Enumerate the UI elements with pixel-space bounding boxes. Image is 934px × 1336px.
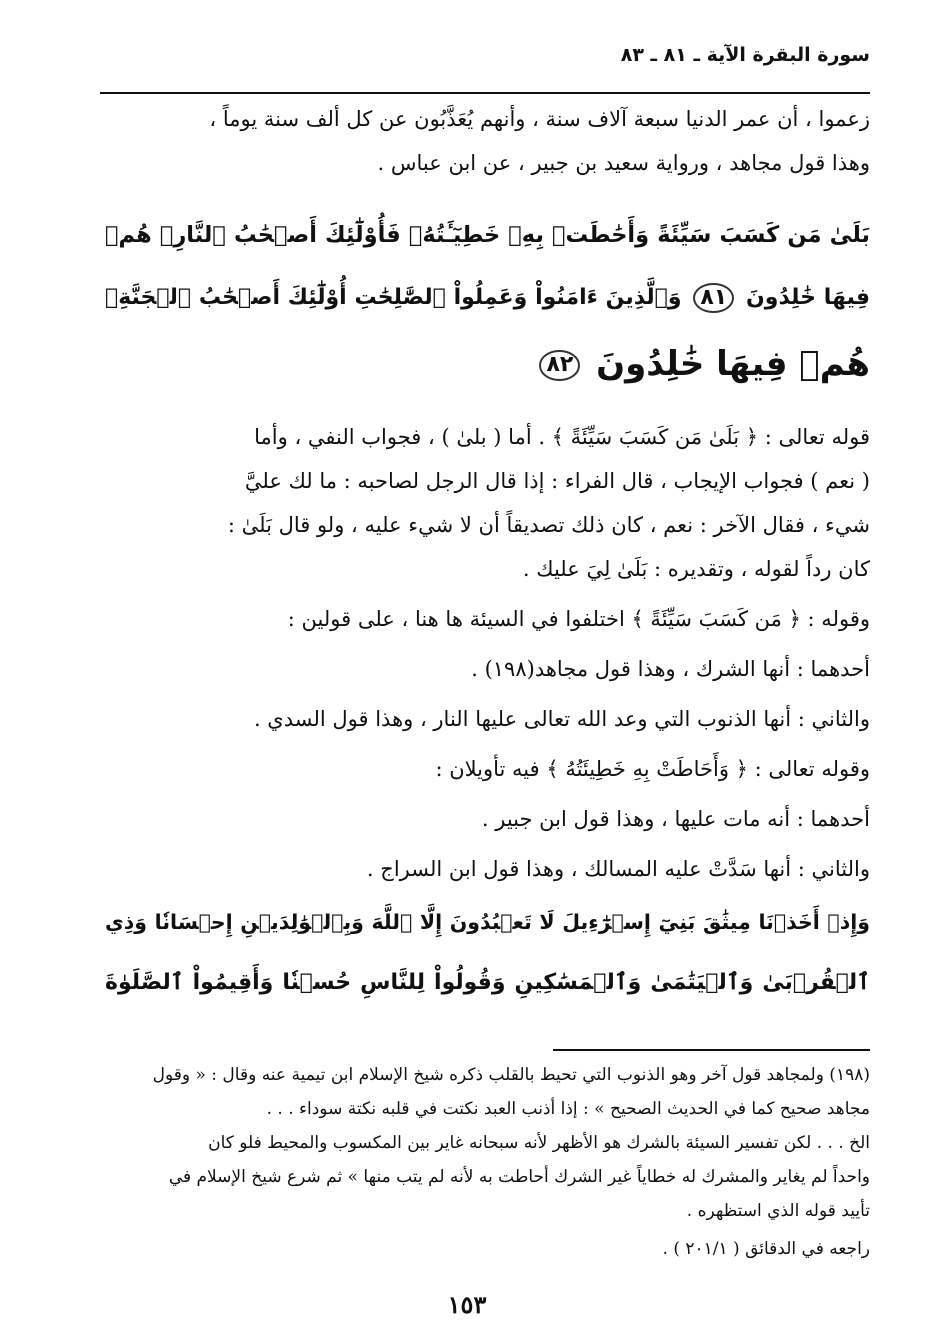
running-header: سورة البقرة الآية ـ ٨١ ـ ٨٣ xyxy=(620,44,870,66)
verse-83-line-1: وَإِذۡ أَخَذۡنَا مِيثَٰقَ بَنِيٓ إِسۡرَٰٓءِيلَ لَا تَعۡبُدُونَ إِلَّا ٱللَّهَ وَبِٱلۡوَٰلِدَيۡنِ إِحۡسَانٗا وَذِي xyxy=(105,910,870,934)
verse-82-start: وَٱلَّذِينَ ءَامَنُواْ وَعَمِلُواْ ٱلصَّٰلِحَٰتِ أُوْلَٰٓئِكَ أَصۡحَٰبُ ٱلۡجَنَّةِۖ xyxy=(105,285,682,311)
commentary-line-2: ( نعم ) فجواب الإيجاب ، قال الفراء : إذا قال الرجل لصاحبه : ما لك عليَّ xyxy=(244,469,870,493)
commentary-line-9: أحدهما : أنه مات عليها ، وهذا قول ابن جبير . xyxy=(481,807,870,831)
verse-83-line-2: ٱلۡقُرۡبَىٰ وَٱلۡيَتَٰمَىٰ وَٱلۡمَسَٰكِينِ وَقُولُواْ لِلنَّاسِ حُسۡنٗا وَأَقِيمُواْ ٱلصَّلَوٰةَ xyxy=(105,970,870,995)
verse-81-end: فِيهَا خَٰلِدُونَ xyxy=(746,285,870,311)
intro-line-2: وهذا قول مجاهد ، ورواية سعيد بن جبير ، عن ابن عباس . xyxy=(377,151,870,175)
footnote-line-1: (١٩٨) ولمجاهد قول آخر وهو الذنوب التي تحيط بالقلب ذكره شيخ الإسلام ابن تيمية عنه وقال : « وقول xyxy=(152,1065,870,1085)
header-divider xyxy=(100,92,870,94)
footnote-line-3: الخ . . . لكن تفسير السيئة بالشرك هو الأظهر لأنه سبحانه غاير بين المكسوب والمحيط فلو كان xyxy=(208,1133,870,1153)
footnote-line-5: تأييد قوله الذي استظهره . xyxy=(686,1201,870,1221)
footnote-line-6: راجعه في الدقائق ( ٢٠١/١ ) . xyxy=(662,1239,870,1259)
footnote-line-4: واحداً لم يغاير والمشرك له خطاياً غير الشرك أحاطت به لأنه لم يتب منها » ثم شرع شيخ الإسلام في xyxy=(168,1167,870,1187)
ayah-number-82: ٨٢ xyxy=(539,350,580,380)
footnote-divider xyxy=(553,1049,870,1051)
commentary-line-3: شيء ، فقال الآخر : نعم ، كان ذلك تصديقاً أن لا شيء عليه ، ولو قال بَلَىٰ : xyxy=(227,513,870,537)
commentary-line-10: والثاني : أنها سَدَّتْ عليه المسالك ، وهذا قول ابن السراج . xyxy=(366,857,870,881)
verse-81-line-1: بَلَىٰ مَن كَسَبَ سَيِّئَةً وَأَحَٰطَتۡ بِهِۦ خَطِيٓـَٔتُهُۥ فَأُوْلَٰٓئِكَ أَصۡحَٰبُ ٱلنَّارِۖ هُمۡ xyxy=(105,222,870,248)
verse-82-line-3 xyxy=(105,344,870,385)
verse-82-end: هُمۡ فِيهَا خَٰلِدُونَ xyxy=(596,344,870,384)
commentary-line-8: وقوله تعالى : ﴿ وَأَحَاطَتْ بِهِ خَطِيئَتُهُ ﴾ فيه تأويلان : xyxy=(435,757,870,781)
intro-line-1: زعموا ، أن عمر الدنيا سبعة آلاف سنة ، وأنهم يُعَذَّبُون عن كل ألف سنة يوماً ، xyxy=(209,107,870,131)
commentary-line-5: وقوله : ﴿ مَن كَسَبَ سَيِّئَةً ﴾ اختلفوا في السيئة ها هنا ، على قولين : xyxy=(287,607,870,631)
commentary-line-1: قوله تعالى : ﴿ بَلَىٰ مَن كَسَبَ سَيِّئَةً ﴾ . أما ( بلىٰ ) ، فجواب النفي ، وأما xyxy=(254,425,870,449)
commentary-line-4: كان رداً لقوله ، وتقديره : بَلَىٰ لِيَ عليك . xyxy=(522,557,870,581)
ayah-number-81: ٨١ xyxy=(693,283,734,313)
commentary-line-7: والثاني : أنها الذنوب التي وعد الله تعالى عليها النار ، وهذا قول السدي . xyxy=(253,707,870,731)
footnote-line-2: مجاهد صحيح كما في الحديث الصحيح » : إذا أذنب العبد نكتت في قلبه نكتة سوداء . . . xyxy=(266,1099,870,1119)
commentary-line-6: أحدهما : أنها الشرك ، وهذا قول مجاهد(١٩٨) . xyxy=(471,657,870,681)
page-number: ١٥٣ xyxy=(447,1290,487,1319)
verse-81-82-line-2 xyxy=(105,283,870,313)
